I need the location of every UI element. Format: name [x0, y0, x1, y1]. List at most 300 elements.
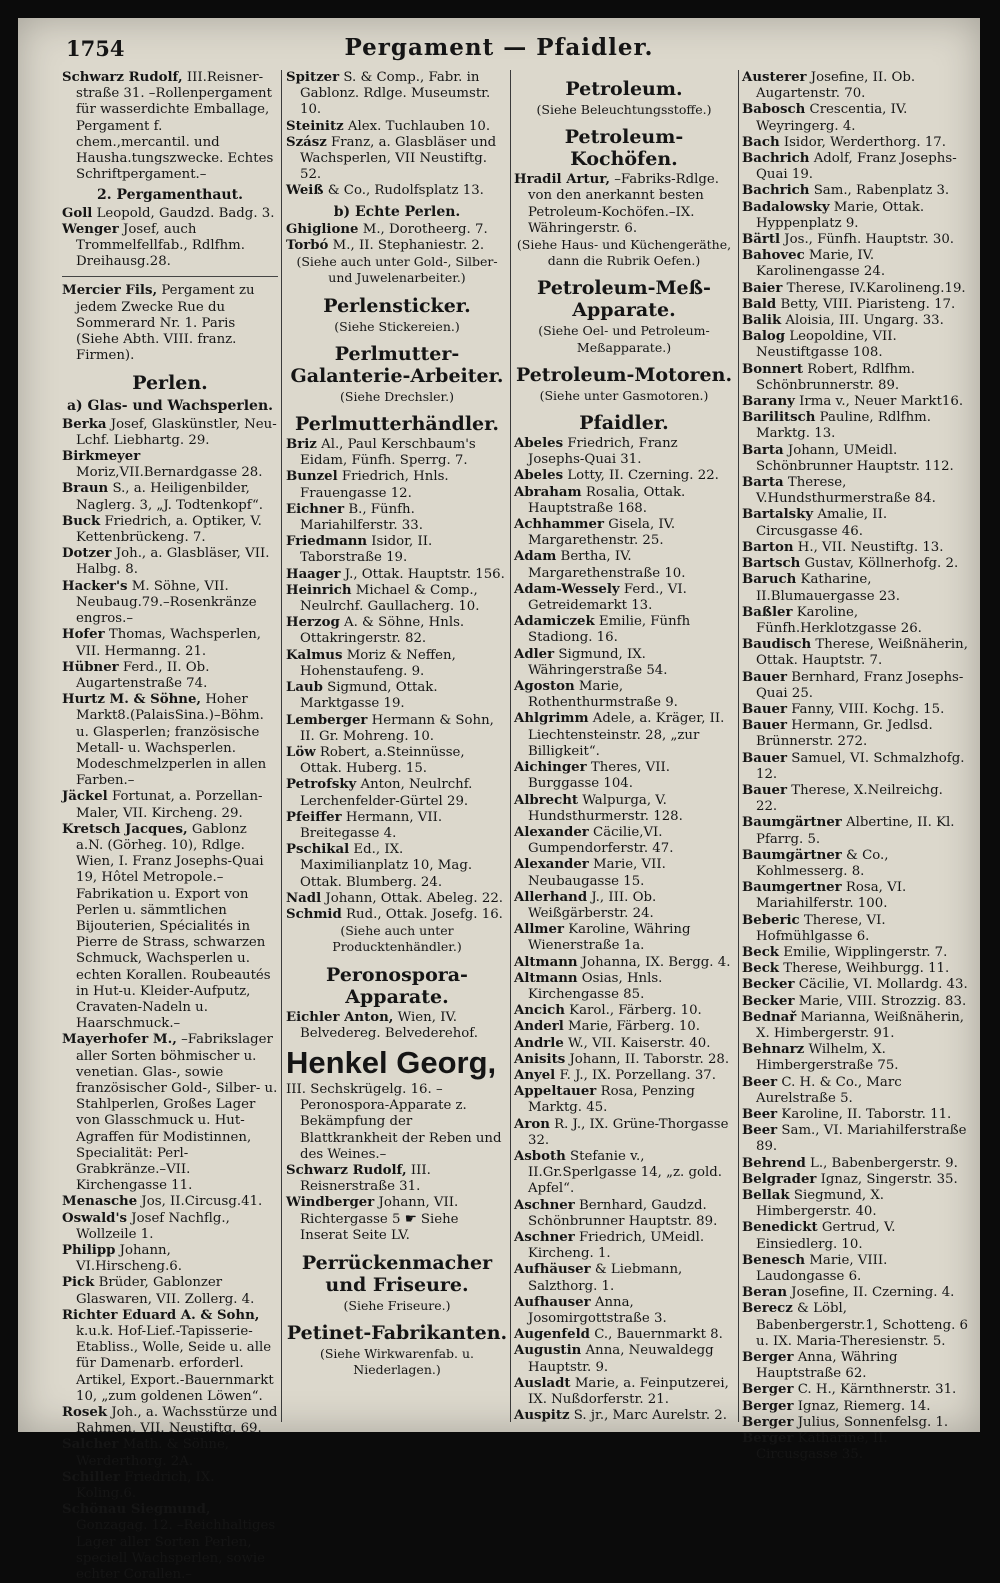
entry-details: Bernhard, Gaudzd. Schönbrunner Hauptstr. 89.: [528, 1197, 718, 1229]
entry-name: Baruch: [742, 572, 797, 588]
directory-entry: [286, 70, 508, 119]
directory-entry: [742, 540, 968, 556]
directory-entry: [286, 222, 508, 238]
directory-entry: [742, 232, 968, 248]
entry-name: Augustin: [514, 1343, 582, 1359]
entry-name: Mayerhofer M.,: [62, 1032, 177, 1048]
directory-entry: [514, 793, 734, 825]
entry-name: Becker: [742, 993, 795, 1009]
directory-entry: [62, 70, 278, 183]
directory-entry: [514, 1376, 734, 1408]
entry-name: Aufhauser: [514, 1294, 591, 1310]
entry-name: Laub: [286, 680, 323, 696]
directory-entry: [742, 1415, 968, 1431]
entry-name: Adam: [514, 549, 557, 565]
directory-entry: [742, 1253, 968, 1285]
directory-entry: [742, 135, 968, 151]
entry-details: Alex. Tuchlauben 10.: [347, 118, 491, 134]
directory-entry: [62, 627, 278, 659]
entry-name: Hurtz M. & Söhne,: [62, 692, 202, 708]
directory-entry: [742, 1285, 968, 1301]
entry-name: Abeles: [514, 436, 564, 452]
directory-entry: [286, 238, 508, 254]
entry-details: B., Fünfh. Mariahilferstr. 33.: [300, 501, 423, 534]
directory-entry: [742, 961, 968, 977]
directory-entry: [286, 183, 508, 199]
directory-entry: [742, 848, 968, 880]
entry-details: Gonzagag. 12. –Reichhaltiges Lager aller Sorten Perlen, speciell Wachsperlen, sowie echter Corallen.–: [76, 1518, 276, 1583]
entry-name: Oswald's: [62, 1210, 128, 1226]
entry-details: Pergament zu jedem Zwecke Rue du Sommerard Nr. 1. Paris (Siehe Abth. VIII. franz. Firmen).: [76, 283, 255, 364]
directory-entry: [286, 745, 508, 777]
entry-name: Baier: [742, 280, 783, 296]
entry-details: Fanny, VIII. Kochg. 15.: [791, 701, 945, 717]
directory-entry: [742, 1382, 968, 1398]
entry-name: Steinitz: [286, 118, 344, 134]
entry-details: Hoher Markt8.(PalaisSina.)–Böhm. u. Glasperlen; französische Metall- u. Wachsperlen. Modeschmelzperlen in allen Farben.–: [76, 692, 267, 789]
directory-entry: [742, 945, 968, 961]
entry-name: Barany: [742, 394, 795, 410]
entry-name: Bartsch: [742, 556, 801, 572]
directory-entry: [742, 313, 968, 329]
section-heading: Petinet-Fabrikanten.: [286, 1322, 508, 1345]
entry-name: Appeltauer: [514, 1084, 597, 1100]
entry-name: Mercier Fils,: [62, 283, 158, 299]
directory-entry: [286, 680, 508, 712]
column-divider: [510, 70, 511, 1422]
entry-details: Fortunat, a. Porzellan-Maler, VII. Kircheng. 29.: [76, 789, 263, 821]
entry-name: Schwarz Rudolf,: [286, 1162, 407, 1178]
section-heading: Petroleum.: [565, 78, 683, 100]
directory-entry: [62, 417, 278, 449]
entry-details: Johann, VI.Hirscheng.6.: [76, 1243, 182, 1275]
directory-entry: [286, 469, 508, 501]
entry-details: Friedrich, UMeidl. Kircheng. 1.: [528, 1229, 705, 1262]
directory-entry: [742, 443, 968, 475]
entry-name: Berka: [62, 416, 107, 432]
entry-details: L., Babenbergerstr. 9.: [810, 1155, 958, 1171]
entry-name: Becker: [742, 977, 795, 993]
entry-details: Michael & Comp., Neulrchf. Gaullacherg. 10.: [300, 582, 480, 615]
directory-entry: [742, 507, 968, 539]
entry-name: Anisits: [514, 1051, 566, 1067]
entry-name: Schiller: [62, 1469, 120, 1485]
entry-name: Beberic: [742, 912, 800, 928]
directory-entry: [286, 713, 508, 745]
directory-entry: [742, 362, 968, 394]
page-title: Pergament — Pfaidler.: [344, 34, 654, 61]
entry-details: Adele, a. Kräger, II. Liechtensteinstr. 28, „zur Billigkeit“.: [528, 711, 725, 759]
section-heading: Petroleum-Meß-Apparate.: [537, 277, 711, 322]
entry-details: Johann, UMeidl. Schönbrunner Hauptstr. 112.: [756, 442, 954, 474]
directory-entry: [286, 842, 508, 891]
directory-entry: [514, 1068, 734, 1084]
directory-entry: [742, 70, 968, 102]
directory-entry: [62, 222, 278, 271]
entry-name: Behrend: [742, 1155, 806, 1171]
entry-name: Auspitz: [514, 1408, 570, 1424]
entry-name: Nadl: [286, 890, 322, 906]
directory-entry: [742, 880, 968, 912]
entry-details: Amalie, II. Circusgasse 46.: [756, 507, 888, 539]
directory-entry: [62, 692, 278, 789]
directory-entry: [742, 702, 968, 718]
directory-page: [18, 18, 980, 1583]
entry-details: Johann, Ottak. Abeleg. 22.: [325, 890, 504, 906]
entry-details: Osias, Hnls. Kirchengasse 85.: [528, 970, 663, 1002]
directory-entry: [62, 1032, 278, 1194]
cross-reference-note: (Siehe auch unter Gold-, Silber- und Juwelenarbeiter.): [296, 254, 498, 286]
section-heading: Perrückenmacher und Friseure.: [301, 1251, 493, 1296]
entry-details: Friedrich, IX. Koling.6.: [76, 1469, 215, 1502]
entry-details: Katharine, II.Blumauergasse 23.: [756, 572, 900, 604]
entry-name: Herzog: [286, 615, 340, 631]
entry-details: Hermann & Sohn, II. Gr. Mohreng. 10.: [300, 712, 494, 744]
entry-details: Franz, a. Glasbläser und Wachsperlen, VII Neustiftg. 52.: [300, 134, 497, 183]
entry-name: Barilitsch: [742, 410, 816, 426]
entry-details: Anna, Währing Hauptstraße 62.: [756, 1350, 898, 1382]
entry-details: Marie, Ottak. Hyppenplatz 9.: [756, 199, 925, 231]
entry-details: Therese, VI. Hofmühlgasse 6.: [756, 912, 886, 944]
entry-details: Gustav, Köllnerhofg. 2.: [804, 556, 959, 572]
entry-name: Anyel: [514, 1067, 556, 1083]
entry-name: Bonnert: [742, 361, 804, 377]
entry-details: Josef, auch Trommelfellfab., Rdlfhm. Dreihausg.28.: [76, 221, 246, 270]
entry-details: Jos., Fünfh. Hauptstr. 30.: [784, 232, 955, 248]
column-1: [62, 70, 278, 1583]
directory-entry: [514, 1230, 734, 1262]
entry-details: H., VII. Neustiftg. 13.: [797, 539, 944, 555]
entry-name: Abraham: [514, 484, 582, 500]
directory-entry: [286, 437, 508, 469]
entry-details: –Fabriks-Rdlge. von den anerkannt besten Petroleum-Kochöfen.–IX. Währingerstr. 6.: [528, 172, 720, 236]
entry-details: Joh., a. Wachsstürze und Rahmen, VII. Neustiftg. 69.: [76, 1405, 278, 1437]
entry-name: Bauer: [742, 750, 787, 766]
entry-details: III. Sechskrügelg. 16. –Peronospora-Apparate z. Bekämpfung der Blattkrankheit der Reben und des Weines.–: [286, 1081, 502, 1162]
entry-name: Bald: [742, 296, 777, 312]
directory-entry: [62, 449, 278, 481]
directory-entry: [514, 1295, 734, 1327]
directory-entry: [742, 572, 968, 604]
entry-details: Lotty, II. Czerning. 22.: [567, 468, 719, 484]
directory-entry: [62, 514, 278, 546]
entry-name: Berger: [742, 1414, 794, 1430]
entry-name: Barta: [742, 442, 784, 458]
directory-entry: [742, 410, 968, 442]
cross-reference-note: (Siehe Oel- und Petroleum-Meßapparate.): [538, 323, 710, 355]
entry-name: Balik: [742, 313, 782, 329]
entry-details: Anna, Josomirgottstraße 3.: [528, 1294, 667, 1326]
entry-name: Braun: [62, 481, 109, 497]
entry-name: Bauer: [742, 669, 787, 685]
entry-name: Bachrich: [742, 151, 810, 167]
entry-name: Ausladt: [514, 1375, 571, 1391]
entry-name: Beck: [742, 961, 780, 977]
entry-name: Adamiczek: [514, 614, 595, 630]
directory-entry: [514, 614, 734, 646]
entry-name: Bachrich: [742, 183, 810, 199]
entry-details: Friedrich, Franz Josephs-Quai 31.: [528, 436, 678, 468]
directory-entry: [62, 546, 278, 578]
directory-entry: [286, 502, 508, 534]
entry-details: Gisela, IV. Margarethenstr. 25.: [528, 517, 676, 549]
entry-details: & Löbl, Babenbergerstr.1, Schotteng. 6 u. IX. Maria-Theresienstr. 5.: [756, 1301, 968, 1349]
entry-details: Marie, IV. Karolinengasse 24.: [756, 248, 886, 280]
directory-entry: [514, 1084, 734, 1116]
directory-entry: [514, 1036, 734, 1052]
directory-entry: [742, 1220, 968, 1252]
entry-name: Aichinger: [514, 760, 587, 776]
directory-entry: [514, 549, 734, 581]
entry-name: Eichner: [286, 501, 345, 517]
directory-entry: [514, 1003, 734, 1019]
cross-reference-note: (Siehe Wirkwarenfab. u. Niederlagen.): [319, 1346, 475, 1378]
entry-name: Berger: [742, 1431, 794, 1447]
entry-details: Josefine, II. Ob. Augartenstr. 70.: [756, 70, 916, 102]
entry-name: Andrle: [514, 1035, 564, 1051]
section-heading: Petroleum-Motoren.: [515, 363, 733, 386]
directory-entry: [514, 1052, 734, 1068]
entry-details: Marie, Färberg. 10.: [568, 1019, 700, 1035]
directory-entry: [514, 1327, 734, 1343]
entry-details: Betty, VIII. Piaristeng. 17.: [780, 296, 956, 312]
directory-entry: [514, 679, 734, 711]
entry-details: Adolf, Franz Josephs-Quai 19.: [756, 151, 957, 183]
entry-details: Wien, IV. Belvedereg. Belvederehof.: [300, 1009, 478, 1041]
entry-name: Aron: [514, 1116, 550, 1132]
section-heading: Perlmutterhändler.: [294, 413, 500, 436]
directory-entry: [742, 1350, 968, 1382]
entry-details: Therese, V.Hundsthurmerstraße 84.: [756, 475, 936, 507]
entry-name: Austerer: [742, 70, 807, 85]
section-heading: Perlmutter-Galanterie-Arbeiter.: [290, 342, 504, 387]
page-header: [18, 34, 980, 62]
directory-entry: [742, 670, 968, 702]
entry-name: Bahovec: [742, 248, 805, 264]
cross-reference-note: (Siehe Stickereien.): [334, 318, 460, 334]
entry-details: III. Reisnerstraße 31.: [300, 1162, 431, 1195]
entry-name: Schönau Siegmund,: [62, 1502, 211, 1518]
directory-entry: [286, 777, 508, 809]
directory-entry: [742, 1123, 968, 1155]
directory-entry: [286, 583, 508, 615]
entry-details: Julius, Sonnenfelsg. 1.: [797, 1414, 949, 1430]
entry-details: Pauline, Rdlfhm. Marktg. 13.: [756, 410, 931, 442]
entry-name: Pschikal: [286, 842, 350, 858]
entry-name: Albrecht: [514, 792, 579, 808]
directory-entry: [514, 1198, 734, 1230]
entry-name: Beer: [742, 1107, 778, 1122]
directory-entry: [742, 1399, 968, 1415]
entry-details: Hermann, Gr. Jedlsd. Brünnerstr. 272.: [756, 718, 933, 750]
entry-details: Bernhard, Franz Josephs-Quai 25.: [756, 669, 964, 701]
entry-details: Leopold, Gaudzd. Badg. 3.: [96, 205, 275, 221]
directory-entry: [286, 615, 508, 647]
entry-details: Emilie, Fünfh Stadiong. 16.: [528, 614, 691, 646]
entry-details: Friedrich, a. Optiker, V. Kettenbrückeng. 7.: [76, 513, 262, 546]
entry-name: Abeles: [514, 468, 564, 484]
entry-details: Cäcilie,VI. Gumpendorferstr. 47.: [528, 824, 674, 857]
directory-entry: [742, 783, 968, 815]
entry-details: Rosalia, Ottak. Hauptstraße 168.: [528, 484, 686, 516]
entry-name: Beer: [742, 1074, 778, 1090]
entry-details: M. Söhne, VII. Neubaug.79.–Rosenkränze engros.–: [76, 578, 257, 627]
directory-entry: [514, 890, 734, 922]
entry-name: Schmid: [286, 906, 342, 922]
entry-name: Allerhand: [514, 889, 588, 905]
directory-entry: [514, 485, 734, 517]
entry-name: Heinrich: [286, 582, 352, 598]
subsection-heading: 2. Pergamenthaut.: [97, 187, 243, 204]
entry-name: Löw: [286, 744, 316, 760]
directory-entry: [286, 1010, 508, 1042]
entry-details: Marie, a. Feinputzerei, IX. Nußdorferstr. 21.: [528, 1375, 729, 1408]
entry-details: –Fabrikslager aller Sorten böhmischer u. venetian. Glas-, sowie französischer Gold-, Silber- u. Stahlperlen, Großes Lager von Glasschmuck u. Hut-Agraffen für Modistinnen, Specialität: Perl-Grabkränze.–VII. Kirchengasse 11.: [76, 1032, 278, 1194]
directory-entry: [62, 660, 278, 692]
entry-name: Salcher: [62, 1437, 119, 1453]
entry-name: Ancich: [514, 1003, 565, 1019]
directory-entry: [514, 436, 734, 468]
entry-details: Therese, X.Neilreichg. 22.: [756, 782, 943, 815]
directory-entry: [742, 329, 968, 361]
directory-entry: [286, 567, 508, 583]
entry-name: Weiß: [286, 183, 324, 199]
entry-details: Therese, Weihburgg. 11.: [783, 961, 950, 977]
entry-name: Hübner: [62, 659, 119, 675]
column-4: [742, 70, 968, 1463]
entry-name: Friedmann: [286, 534, 368, 550]
directory-entry: [286, 119, 508, 135]
entry-details: S., a. Heiligenbilder, Naglerg. 3, „J. Todtenkopf“.: [76, 481, 263, 513]
section-heading: Peronospora-Apparate.: [326, 963, 468, 1008]
directory-entry: [62, 481, 278, 513]
entry-details: Karol., Färberg. 10.: [569, 1003, 702, 1019]
entry-details: Siegmund, X. Himbergerstr. 40.: [756, 1188, 885, 1220]
entry-details: W., VII. Kaiserstr. 40.: [568, 1035, 711, 1051]
directory-entry: [286, 891, 508, 907]
entry-details: Ignaz, Riemerg. 14.: [797, 1398, 931, 1414]
directory-entry: [514, 1117, 734, 1149]
entry-details: Isidor, II. Taborstraße 19.: [300, 534, 433, 566]
entry-details: Irma v., Neuer Markt16.: [799, 394, 964, 410]
directory-entry: [514, 955, 734, 971]
entry-details: Johanna, IX. Bergg. 4.: [581, 954, 731, 970]
entry-name: Aschner: [514, 1229, 575, 1245]
entry-name: Petrofsky: [286, 777, 357, 793]
entry-details: Math. & Söhne, Werderthorg. 2A.: [76, 1437, 230, 1469]
entry-details: A. & Söhne, Hnls. Ottakringerstr. 82.: [300, 615, 465, 647]
directory-entry: [62, 1275, 278, 1307]
entry-details: Marie, VII. Neubaugasse 15.: [528, 857, 666, 889]
entry-details: Marianna, Weißnäherin, X. Himbergerstr. 91.: [756, 1009, 965, 1041]
page-number: 1754: [66, 36, 125, 61]
entry-details: C. H. & Co., Marc Aurelstraße 5.: [756, 1074, 902, 1106]
entry-details: & Liebmann, Salzthorg. 1.: [528, 1262, 683, 1294]
directory-entry: [286, 135, 508, 184]
entry-name: Bellak: [742, 1188, 790, 1204]
entry-details: Sigmund, Ottak. Marktgasse 19.: [300, 680, 438, 712]
entry-name: Baudisch: [742, 637, 812, 653]
entry-details: Leopoldine, VII. Neustiftgasse 108.: [756, 329, 897, 361]
entry-name: Haager: [286, 566, 341, 582]
entry-name: Alexander: [514, 857, 589, 873]
entry-name: Birkmeyer: [62, 449, 141, 465]
entry-name: Altmann: [514, 954, 578, 970]
directory-entry: [742, 1010, 968, 1042]
directory-entry: [742, 248, 968, 280]
entry-details: Rosa, Penzing Marktg. 45.: [528, 1084, 695, 1116]
entry-details: Johann, II. Taborstr. 28.: [569, 1051, 730, 1067]
directory-entry: [514, 647, 734, 679]
entry-name: Agoston: [514, 679, 575, 695]
directory-entry: [62, 822, 278, 1033]
section-heading: Perlen.: [132, 372, 208, 395]
column-2: [286, 70, 508, 1426]
entry-details: Rosa, VI. Mariahilferstr. 100.: [756, 880, 907, 912]
entry-name: Badalowsky: [742, 199, 830, 215]
cross-reference-note: (Siehe Haus- und Küchengeräthe, dann die Rubrik Oefen.): [516, 237, 732, 269]
entry-name: Beck: [742, 944, 780, 960]
entry-details: Moriz & Neffen, Hohenstaufeng. 9.: [300, 647, 456, 679]
entry-details: Jos, II.Circusg.41.: [141, 1194, 263, 1210]
entry-name: Baumgertner: [742, 880, 842, 896]
advertisement-name: Henkel Georg,: [286, 1044, 497, 1080]
cross-reference-note: (Siehe unter Gasmotoren.): [539, 387, 709, 403]
entry-details: Marie, VIII. Strozzig. 83.: [798, 993, 967, 1009]
directory-entry: [62, 789, 278, 821]
entry-name: Philipp: [62, 1243, 116, 1259]
entry-name: Spitzer: [286, 70, 340, 85]
entry-details: Wilhelm, X. Himbergerstraße 75.: [756, 1042, 899, 1074]
entry-name: Wenger: [62, 221, 119, 237]
entry-details: C., Bauernmarkt 8.: [594, 1327, 723, 1343]
directory-entry: [62, 1211, 278, 1243]
entry-details: Karoline, II. Taborstr. 11.: [781, 1107, 952, 1122]
entry-name: Benesch: [742, 1252, 806, 1268]
entry-name: Bärtl: [742, 232, 781, 248]
directory-entry: [514, 1343, 734, 1375]
directory-entry: [742, 1042, 968, 1074]
entry-details: Sigmund, IX. Währingerstraße 54.: [528, 646, 668, 678]
entry-details: C. H., Kärnthnerstr. 31.: [797, 1382, 957, 1398]
directory-entry: [62, 1243, 278, 1275]
directory-entry: [286, 1163, 508, 1195]
directory-entry: [62, 1308, 278, 1405]
entry-name: Benedickt: [742, 1220, 818, 1236]
entry-details: Therese, IV.Karolineng.19.: [786, 280, 966, 296]
entry-details: S. jr., Marc Aurelstr. 2.: [573, 1408, 727, 1424]
directory-entry: [514, 582, 734, 614]
entry-name: Schwarz Rudolf,: [62, 70, 183, 85]
entry-name: Lemberger: [286, 712, 368, 728]
entry-details: Ignaz, Singerstr. 35.: [820, 1171, 958, 1187]
entry-name: Aschner: [514, 1197, 575, 1213]
directory-entry: [62, 206, 278, 222]
entry-name: Berger: [742, 1382, 794, 1398]
entry-name: Torbó: [286, 238, 329, 254]
entry-name: Berger: [742, 1350, 794, 1366]
directory-entry: [742, 994, 968, 1010]
directory-entry: [514, 517, 734, 549]
cross-reference-note: (Siehe Friseure.): [343, 1297, 451, 1313]
directory-entry: [286, 907, 508, 923]
entry-details: Robert, a.Steinnüsse, Ottak. Huberg. 15.: [300, 744, 465, 777]
entry-name: Baumgärtner: [742, 847, 842, 863]
column-divider: [281, 70, 282, 1422]
directory-entry: [742, 1156, 968, 1172]
directory-entry: [286, 534, 508, 566]
entry-name: Adam-Wessely: [514, 581, 620, 597]
